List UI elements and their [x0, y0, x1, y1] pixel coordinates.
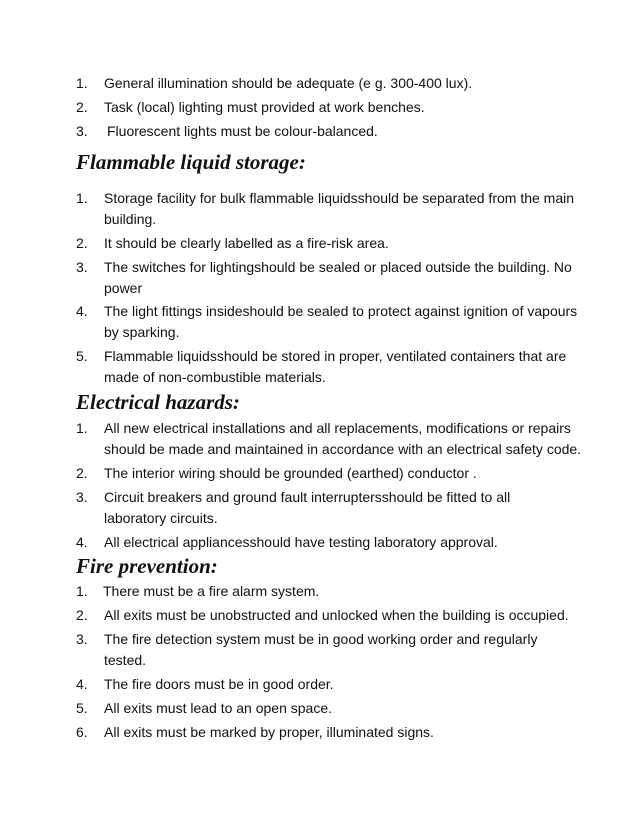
- item-number: 1.: [76, 420, 88, 436]
- item-text: The light fittings insideshould be sealed to protect against ignition of vapours: [104, 303, 578, 319]
- list-item: [0, 74, 638, 98]
- item-text: All exits must be marked by proper, illuminated signs.: [104, 724, 434, 740]
- item-number: 3.: [76, 259, 88, 275]
- item-text: All exits must be unobstructed and unlocked when the building is occupied.: [104, 607, 569, 623]
- list-item: [0, 464, 638, 488]
- item-text: All electrical appliancesshould have testing laboratory approval.: [104, 534, 498, 550]
- item-number: 4.: [76, 534, 88, 550]
- item-number: 3.: [76, 631, 88, 647]
- item-text: building.: [104, 211, 157, 227]
- list-item: [0, 234, 638, 258]
- list-item-continuation: [0, 651, 638, 675]
- item-number: 3.: [76, 489, 88, 505]
- item-text: Flammable liquidsshould be stored in proper, ventilated containers that are: [104, 348, 567, 364]
- section-heading-flammable: Flammable liquid storage:: [76, 150, 306, 174]
- item-text: The switches for lightingshould be sealed or placed outside the building. No: [104, 259, 572, 275]
- list-item-continuation: [0, 440, 638, 464]
- list-item-continuation: [0, 210, 638, 234]
- item-text: Circuit breakers and ground fault interruptersshould be fitted to all: [104, 489, 511, 505]
- list-item-continuation: [0, 509, 638, 533]
- item-number: 6.: [76, 724, 88, 740]
- item-text: laboratory circuits.: [104, 510, 218, 526]
- item-text: All exits must lead to an open space.: [104, 700, 333, 716]
- list-item-continuation: [0, 279, 638, 303]
- item-number: 2.: [76, 235, 88, 251]
- section-heading-fire: Fire prevention:: [76, 554, 218, 578]
- item-text: There must be a fire alarm system.: [103, 583, 320, 599]
- list-item: [0, 122, 638, 146]
- item-text: should be made and maintained in accordance with an electrical safety code.: [104, 441, 582, 457]
- item-number: 4.: [76, 303, 88, 319]
- item-number: 3.: [76, 123, 88, 139]
- item-text: tested.: [104, 652, 147, 668]
- item-number: 5.: [76, 348, 88, 364]
- item-number: 2.: [76, 607, 88, 623]
- item-text: Storage facility for bulk flammable liquidsshould be separated from the main: [104, 190, 575, 206]
- list-item: [0, 699, 638, 723]
- item-text: It should be clearly labelled as a fire-risk area.: [104, 235, 389, 251]
- item-text: All new electrical installations and all replacements, modifications or repairs: [104, 420, 571, 436]
- item-text: Task (local) lighting must provided at work benches.: [104, 99, 425, 115]
- item-number: 1.: [76, 583, 88, 599]
- list-item: [0, 606, 638, 630]
- section-heading-electrical: Electrical hazards:: [76, 390, 240, 414]
- item-text: power: [104, 280, 143, 296]
- list-item: [0, 582, 638, 606]
- item-number: 2.: [76, 99, 88, 115]
- item-text: made of non-combustible materials.: [104, 369, 326, 385]
- list-item: [0, 675, 638, 699]
- item-number: 1.: [76, 75, 88, 91]
- item-text: by sparking.: [104, 324, 180, 340]
- item-text: The fire detection system must be in good working order and regularly: [104, 631, 538, 647]
- item-number: 4.: [76, 676, 88, 692]
- item-text: The interior wiring should be grounded (earthed) conductor .: [104, 465, 477, 481]
- item-text: Fluorescent lights must be colour-balanced.: [107, 123, 378, 139]
- item-number: 2.: [76, 465, 88, 481]
- item-number: 5.: [76, 700, 88, 716]
- list-item-continuation: [0, 323, 638, 347]
- item-number: 1.: [76, 190, 88, 206]
- item-text: The fire doors must be in good order.: [104, 676, 334, 692]
- item-text: General illumination should be adequate (e g. 300-400 lux).: [104, 75, 473, 91]
- list-item: [0, 98, 638, 122]
- list-item: [0, 723, 638, 747]
